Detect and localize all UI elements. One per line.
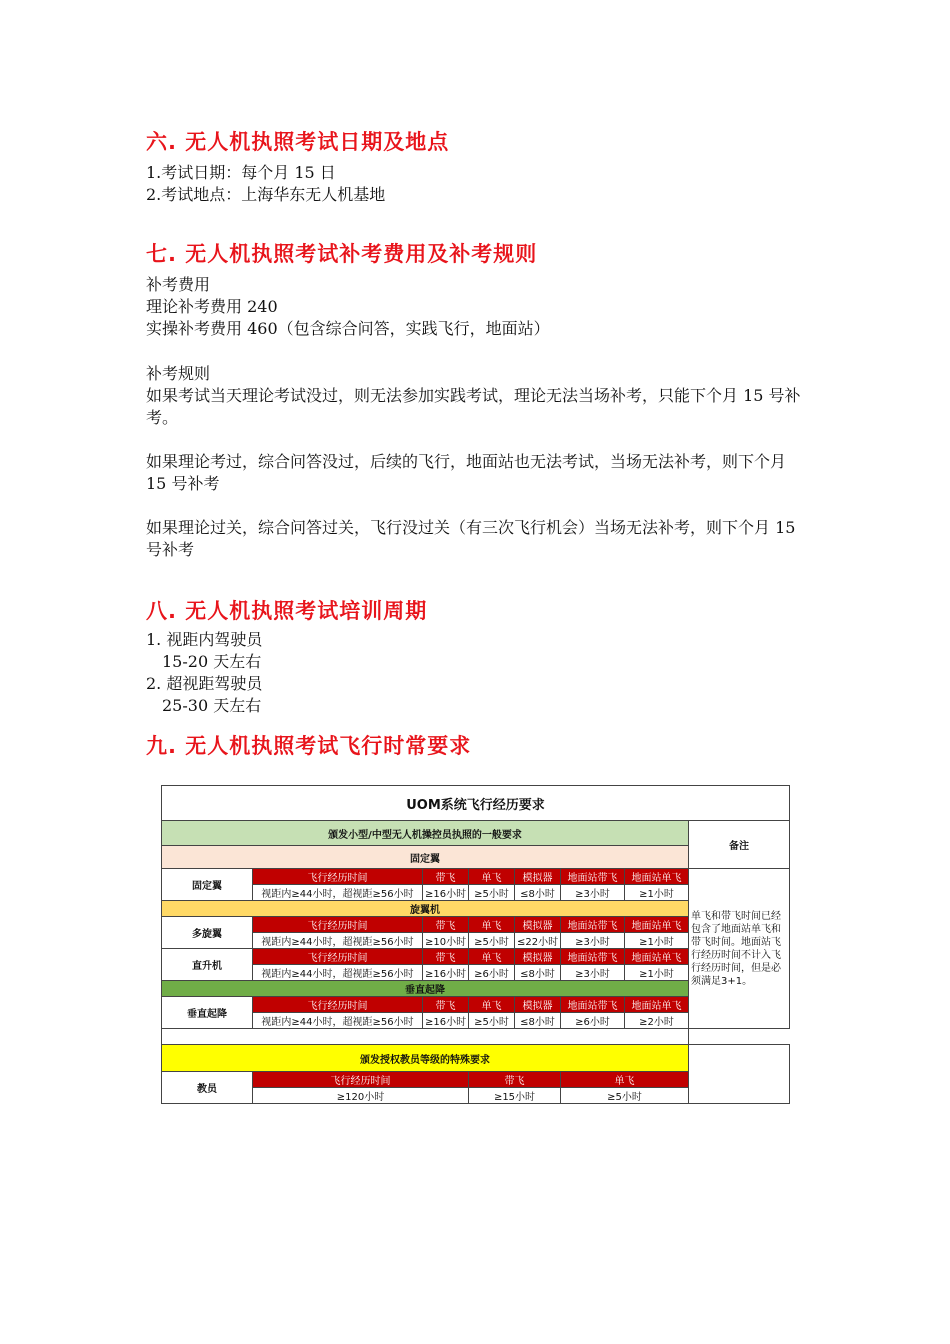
col-header: 单飞 — [469, 997, 515, 1013]
general-requirements-header: 颁发小型/中型无人机操控员执照的一般要求 — [162, 821, 689, 846]
col-header: 模拟器 — [515, 917, 561, 933]
exam-date-line: 1.考试日期：每个月 15 日 — [146, 163, 336, 182]
training-item-1-duration: 15-20 天左右 — [162, 652, 262, 671]
group-vtol: 垂直起降 — [162, 981, 689, 997]
table-cell: ≥16小时 — [423, 885, 469, 901]
table-cell: ≥16小时 — [423, 1013, 469, 1029]
col-header: 模拟器 — [515, 997, 561, 1013]
table-cell: ≥1小时 — [625, 885, 689, 901]
col-header: 飞行经历时间 — [253, 869, 423, 885]
col-header: 地面站单飞 — [625, 949, 689, 965]
section-heading-8: 八. 无人机执照考试培训周期 — [146, 599, 428, 623]
section-heading-6: 六. 无人机执照考试日期及地点 — [146, 130, 450, 154]
table-cell: ≥5小时 — [469, 933, 515, 949]
row-label-multirotor: 多旋翼 — [162, 917, 253, 949]
col-header: 带飞 — [423, 997, 469, 1013]
table-cell: ≤8小时 — [515, 965, 561, 981]
section-heading-7: 七. 无人机执照考试补考费用及补考规则 — [146, 242, 538, 266]
table-cell: ≤8小时 — [515, 1013, 561, 1029]
retake-rules-title: 补考规则 — [146, 364, 211, 383]
remark-header: 备注 — [689, 821, 790, 869]
table-cell: 视距内≥44小时，超视距≥56小时 — [253, 885, 423, 901]
table-cell: ≥5小时 — [469, 1013, 515, 1029]
col-header: 模拟器 — [515, 869, 561, 885]
table-cell: ≥2小时 — [625, 1013, 689, 1029]
training-item-1: 1. 视距内驾驶员 — [146, 630, 263, 649]
section-heading-9: 九. 无人机执照考试飞行时常要求 — [146, 734, 472, 758]
table-cell: ≥3小时 — [561, 885, 625, 901]
remark-blank — [689, 1045, 790, 1104]
table-cell: ≥1小时 — [625, 965, 689, 981]
theory-retake-fee: 理论补考费用 240 — [146, 297, 278, 316]
remark-note: 单飞和带飞时间已经包含了地面站单飞和带飞时间。地面站飞行经历时间不计入飞行经历时间，但是必须满足3+1。 — [689, 869, 790, 1029]
row-label-fixed-wing: 固定翼 — [162, 869, 253, 901]
table-cell: ≥5小时 — [561, 1088, 689, 1104]
col-header: 带飞 — [423, 949, 469, 965]
table-cell: ≥15小时 — [469, 1088, 561, 1104]
row-label-instructor: 教员 — [162, 1072, 253, 1104]
col-header: 单飞 — [469, 869, 515, 885]
exam-location-line: 2.考试地点：上海华东无人机基地 — [146, 185, 386, 204]
table-cell: ≥10小时 — [423, 933, 469, 949]
retake-rule-2: 如果理论考过，综合问答没过，后续的飞行，地面站也无法考试，当场无法补考，则下个月 15 号补考 — [146, 452, 792, 493]
table-cell: ≥3小时 — [561, 965, 625, 981]
training-item-2-duration: 25-30 天左右 — [162, 696, 262, 715]
col-header: 模拟器 — [515, 949, 561, 965]
col-header: 带飞 — [423, 869, 469, 885]
col-header: 地面站带飞 — [561, 917, 625, 933]
training-item-2: 2. 超视距驾驶员 — [146, 674, 263, 693]
col-header: 飞行经历时间 — [253, 997, 423, 1013]
practical-retake-fee: 实操补考费用 460（包含综合问答，实践飞行，地面站） — [146, 319, 550, 338]
col-header: 地面站带飞 — [561, 869, 625, 885]
table-cell: ≤8小时 — [515, 885, 561, 901]
table-cell: ≥6小时 — [469, 965, 515, 981]
table-cell: 视距内≥44小时，超视距≥56小时 — [253, 1013, 423, 1029]
col-header: 地面站单飞 — [625, 917, 689, 933]
row-label-vtol: 垂直起降 — [162, 997, 253, 1029]
table-cell: ≥16小时 — [423, 965, 469, 981]
col-header: 地面站单飞 — [625, 869, 689, 885]
col-header: 地面站带飞 — [561, 949, 625, 965]
col-header: 飞行经历时间 — [253, 949, 423, 965]
table-cell: ≥6小时 — [561, 1013, 625, 1029]
retake-fee-title: 补考费用 — [146, 275, 211, 294]
col-header: 地面站带飞 — [561, 997, 625, 1013]
blank-row — [162, 1029, 689, 1045]
col-header: 单飞 — [561, 1072, 689, 1088]
col-header: 地面站单飞 — [625, 997, 689, 1013]
table-cell: ≤22小时 — [515, 933, 561, 949]
group-fixed-wing: 固定翼 — [162, 846, 689, 869]
table-title: UOM系统飞行经历要求 — [162, 786, 790, 821]
row-label-helicopter: 直升机 — [162, 949, 253, 981]
col-header: 单飞 — [469, 949, 515, 965]
table-cell: ≥1小时 — [625, 933, 689, 949]
group-rotorcraft: 旋翼机 — [162, 901, 689, 917]
table-cell: 视距内≥44小时，超视距≥56小时 — [253, 965, 423, 981]
retake-rule-1: 如果考试当天理论考试没过，则无法参加实践考试，理论无法当场补考，只能下个月 15 号补考。 — [146, 386, 801, 427]
table-cell: ≥3小时 — [561, 933, 625, 949]
table-cell: 视距内≥44小时，超视距≥56小时 — [253, 933, 423, 949]
col-header: 飞行经历时间 — [253, 1072, 469, 1088]
col-header: 飞行经历时间 — [253, 917, 423, 933]
col-header: 单飞 — [469, 917, 515, 933]
table-cell: ≥5小时 — [469, 885, 515, 901]
uom-flight-requirements-table — [161, 785, 790, 1104]
retake-rule-3: 如果理论过关，综合问答过关，飞行没过关（有三次飞行机会）当场无法补考，则下个月 15 号补考 — [146, 518, 801, 559]
instructor-requirements-header: 颁发授权教员等级的特殊要求 — [162, 1045, 689, 1072]
table-cell: ≥120小时 — [253, 1088, 469, 1104]
col-header: 带飞 — [423, 917, 469, 933]
col-header: 带飞 — [469, 1072, 561, 1088]
